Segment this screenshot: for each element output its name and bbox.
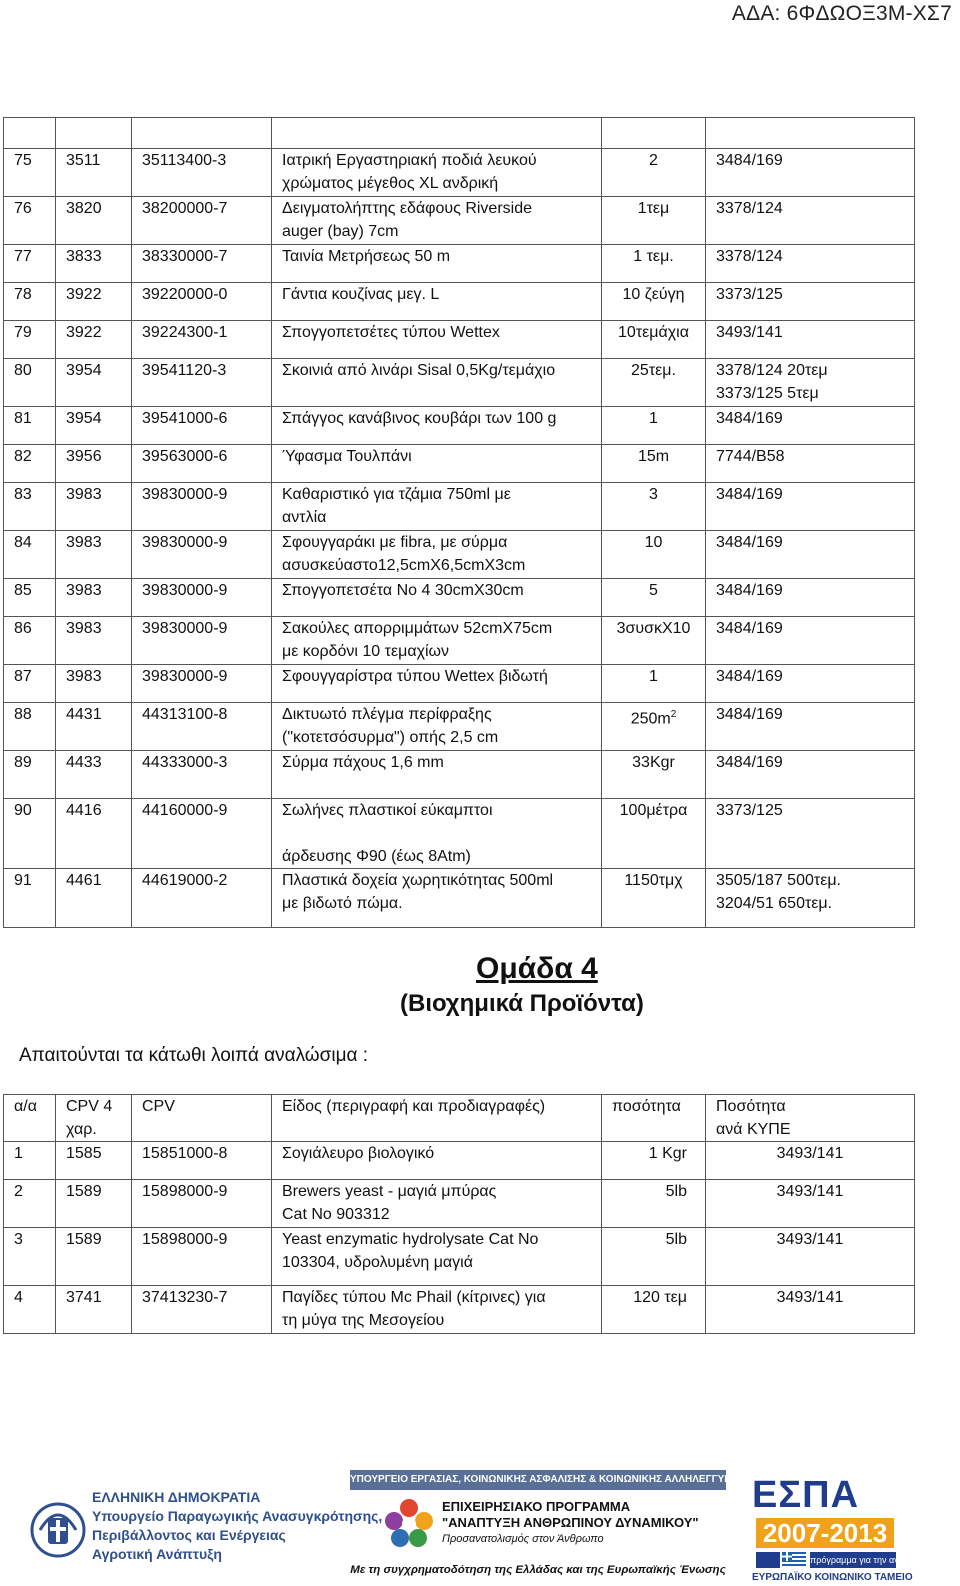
row-code: 3954	[56, 407, 132, 445]
row-quantity: 3συσκΧ10	[602, 617, 706, 665]
row-cpv: 39830000-9	[132, 483, 272, 531]
row-reference: 3484/169	[706, 579, 915, 617]
row-reference: 3484/169	[706, 703, 915, 751]
table-row	[4, 321, 915, 359]
row-reference: 3493/141	[706, 321, 915, 359]
row-description: Σπάγγος κανάβινος κουβάρι των 100 g	[272, 407, 602, 445]
row-description: Σπογγοπετσέτα Νο 4 30cmX30cm	[272, 579, 602, 617]
header-cell	[602, 118, 706, 149]
row-number: 89	[4, 751, 56, 799]
espa-fund: ΕΥΡΩΠΑΪΚΟ ΚΟΙΝΩΝΙΚΟ ΤΑΜΕΙΟ	[752, 1572, 913, 1583]
row-code: 3833	[56, 245, 132, 283]
table-row	[4, 579, 915, 617]
row-cpv: 39220000-0	[132, 283, 272, 321]
row-reference: 3484/169	[706, 149, 915, 197]
row-description: Σφουγγαρίστρα τύπου Wettex βιδωτή	[272, 665, 602, 703]
row-reference: 3484/169	[706, 665, 915, 703]
header-qty: ποσότητα	[602, 1095, 706, 1142]
row-number: 79	[4, 321, 56, 359]
row-quantity: 1	[602, 407, 706, 445]
row-cpv: 37413230-7	[132, 1286, 272, 1334]
row-cpv: 39830000-9	[132, 531, 272, 579]
row-reference: 3493/141	[706, 1142, 915, 1180]
row-quantity: 25τεμ.	[602, 359, 706, 407]
row-reference: 3373/125	[706, 283, 915, 321]
row-quantity: 1150τμχ	[602, 869, 706, 928]
row-code: 3922	[56, 283, 132, 321]
row-quantity: 1 τεμ.	[602, 245, 706, 283]
row-number: 85	[4, 579, 56, 617]
row-description: Πλαστικά δοχεία χωρητικότητας 500ml με βιδωτό πώμα.	[272, 869, 602, 928]
row-reference: 3484/169	[706, 407, 915, 445]
row-description: Yeast enzymatic hydrolysate Cat No 103304, υδρολυμένη μαγιά	[272, 1228, 602, 1286]
table-row	[4, 665, 915, 703]
row-quantity: 120 τεμ	[602, 1286, 706, 1334]
row-code: 4433	[56, 751, 132, 799]
row-description: Σφουγγαράκι με fibra, με σύρμα ασυσκεύαστο12,5cmX6,5cmX3cm	[272, 531, 602, 579]
row-cpv: 39541120-3	[132, 359, 272, 407]
row-number: 82	[4, 445, 56, 483]
ada-code: ΑΔΑ: 6ΦΔΩΟΞ3Μ-ΧΣ7	[731, 2, 952, 25]
row-number: 1	[4, 1142, 56, 1180]
header-cell	[132, 118, 272, 149]
footer-logos	[0, 1470, 960, 1586]
row-description: Ταινία Μετρήσεως 50 m	[272, 245, 602, 283]
table-row	[4, 283, 915, 321]
row-description: Καθαριστικό για τζάμια 750ml με αντλία	[272, 483, 602, 531]
row-number: 83	[4, 483, 56, 531]
row-number: 78	[4, 283, 56, 321]
row-description: Σακούλες απορριμμάτων 52cmX75cm με κορδόνι 10 τεμαχίων	[272, 617, 602, 665]
table-row	[4, 1286, 915, 1334]
program-name: ΕΠΙΧΕΙΡΗΣΙΑΚΟ ΠΡΟΓΡΑΜΜΑ "ΑΝΑΠΤΥΞΗ ΑΝΘΡΩΠΙΝΟΥ ΔΥΝΑΜΙΚΟΥ" Προσανατολισμός στον Άνθρωπο	[442, 1499, 699, 1545]
row-quantity: 100μέτρα	[602, 799, 706, 869]
row-cpv: 44160000-9	[132, 799, 272, 869]
table-header-row	[4, 118, 915, 149]
row-quantity: 1	[602, 665, 706, 703]
table-header-row	[4, 1095, 915, 1142]
table-row	[4, 799, 915, 869]
consumables-label: Απαιτούνται τα κάτωθι λοιπά αναλώσιμα :	[19, 1045, 369, 1066]
row-number: 4	[4, 1286, 56, 1334]
row-number: 84	[4, 531, 56, 579]
greek-emblem-icon	[30, 1494, 86, 1562]
row-number: 75	[4, 149, 56, 197]
row-cpv: 39830000-9	[132, 617, 272, 665]
header-aa: α/α	[4, 1095, 56, 1142]
row-number: 88	[4, 703, 56, 751]
row-code: 1585	[56, 1142, 132, 1180]
greek-flag-icon	[782, 1552, 806, 1568]
row-cpv: 39830000-9	[132, 579, 272, 617]
row-quantity: 1τεμ	[602, 197, 706, 245]
header-cell	[706, 118, 915, 149]
row-reference: 3493/141	[706, 1286, 915, 1334]
row-number: 86	[4, 617, 56, 665]
row-code: 3820	[56, 197, 132, 245]
row-description: Σκοινιά από λινάρι Sisal 0,5Kg/τεμάχιο	[272, 359, 602, 407]
table-row	[4, 1180, 915, 1228]
table-row	[4, 869, 915, 928]
row-code: 3983	[56, 579, 132, 617]
eu-flag-icon	[756, 1552, 780, 1568]
espa-logo	[752, 1474, 928, 1584]
table-row	[4, 197, 915, 245]
row-reference: 3493/141	[706, 1228, 915, 1286]
row-quantity: 33Kgr	[602, 751, 706, 799]
row-reference: 3484/169	[706, 531, 915, 579]
espa-tagline: πρόγραμμα για την ανάπτυξη	[810, 1552, 896, 1568]
row-code: 1589	[56, 1228, 132, 1286]
table-row	[4, 407, 915, 445]
row-number: 80	[4, 359, 56, 407]
row-number: 77	[4, 245, 56, 283]
program-flower-icon	[380, 1494, 438, 1552]
row-quantity: 10τεμάχια	[602, 321, 706, 359]
row-quantity: 10	[602, 531, 706, 579]
row-code: 4416	[56, 799, 132, 869]
row-number: 2	[4, 1180, 56, 1228]
header-cell	[56, 118, 132, 149]
header-cell	[272, 118, 602, 149]
row-description: Ύφασμα Τουλπάνι	[272, 445, 602, 483]
row-reference: 3505/187 500τεμ. 3204/51 650τεμ.	[706, 869, 915, 928]
row-description: Ιατρική Εργαστηριακή ποδιά λευκού χρώματος μέγεθος XL ανδρική	[272, 149, 602, 197]
row-cpv: 44333000-3	[132, 751, 272, 799]
table-row	[4, 751, 915, 799]
header-cell	[4, 118, 56, 149]
header-ref: Ποσότητα ανά ΚΥΠΕ	[706, 1095, 915, 1142]
row-description: Δειγματολήπτης εδάφους Riverside auger (bay) 7cm	[272, 197, 602, 245]
row-cpv: 39224300-1	[132, 321, 272, 359]
items-table	[3, 117, 915, 928]
row-description: Σπογγοπετσέτες τύπου Wettex	[272, 321, 602, 359]
row-cpv: 15898000-9	[132, 1180, 272, 1228]
row-cpv: 35113400-3	[132, 149, 272, 197]
row-code: 4461	[56, 869, 132, 928]
table-row	[4, 149, 915, 197]
row-cpv: 38330000-7	[132, 245, 272, 283]
row-reference: 3378/124	[706, 197, 915, 245]
row-reference: 3378/124	[706, 245, 915, 283]
row-number: 81	[4, 407, 56, 445]
row-code: 3983	[56, 665, 132, 703]
row-cpv: 15851000-8	[132, 1142, 272, 1180]
row-description: Δικτυωτό πλέγμα περίφραξης ("κοτετσόσυρμα") οπής 2,5 cm	[272, 703, 602, 751]
row-code: 3511	[56, 149, 132, 197]
row-reference: 3493/141	[706, 1180, 915, 1228]
header-desc: Είδος (περιγραφή και προδιαγραφές)	[272, 1095, 602, 1142]
row-description: Γάντια κουζίνας μεγ. L	[272, 283, 602, 321]
row-number: 3	[4, 1228, 56, 1286]
row-number: 90	[4, 799, 56, 869]
table-row	[4, 1228, 915, 1286]
row-code: 3922	[56, 321, 132, 359]
header-cpv: CPV	[132, 1095, 272, 1142]
row-cpv: 39541000-6	[132, 407, 272, 445]
row-description: Σογιάλευρο βιολογικό	[272, 1142, 602, 1180]
row-quantity: 2	[602, 149, 706, 197]
row-code: 3956	[56, 445, 132, 483]
row-number: 91	[4, 869, 56, 928]
row-cpv: 38200000-7	[132, 197, 272, 245]
row-quantity: 5lb	[602, 1180, 706, 1228]
table-row	[4, 617, 915, 665]
espa-word: ΕΣΠΑ	[752, 1474, 860, 1516]
row-cpv: 39830000-9	[132, 665, 272, 703]
cofunding-text: Με τη συγχρηματοδότηση της Ελλάδας και της Ευρωπαϊκής Ένωσης	[350, 1564, 726, 1576]
row-reference: 3378/124 20τεμ 3373/125 5τεμ	[706, 359, 915, 407]
row-quantity: 1 Kgr	[602, 1142, 706, 1180]
row-quantity: 5lb	[602, 1228, 706, 1286]
header-cpv4: CPV 4 χαρ.	[56, 1095, 132, 1142]
row-reference: 3484/169	[706, 751, 915, 799]
program-logo	[350, 1470, 738, 1586]
row-code: 3983	[56, 531, 132, 579]
row-description: Σύρμα πάχους 1,6 mm	[272, 751, 602, 799]
row-quantity: $250m^2$	[602, 703, 706, 751]
row-reference: 3373/125	[706, 799, 915, 869]
row-cpv: 15898000-9	[132, 1228, 272, 1286]
row-number: 87	[4, 665, 56, 703]
row-description: Σωλήνες πλαστικοί εύκαμπτοι άρδευσης Φ90 (έως 8Atm)	[272, 799, 602, 869]
row-code: 3954	[56, 359, 132, 407]
row-number: 76	[4, 197, 56, 245]
row-code: 1589	[56, 1180, 132, 1228]
espa-years: 2007-2013	[756, 1518, 894, 1548]
ministry-band: ΥΠΟΥΡΓΕΙΟ ΕΡΓΑΣΙΑΣ, ΚΟΙΝΩΝΙΚΗΣ ΑΣΦΑΛΙΣΗΣ & ΚΟΙΝΩΝΙΚΗΣ ΑΛΛΗΛΕΓΓΥΗΣ	[350, 1470, 726, 1490]
consumables-table	[3, 1094, 915, 1334]
row-code: 4431	[56, 703, 132, 751]
row-code: 3983	[56, 483, 132, 531]
row-reference: 7744/Β58	[706, 445, 915, 483]
row-code: 3741	[56, 1286, 132, 1334]
table-row	[4, 483, 915, 531]
row-code: 3983	[56, 617, 132, 665]
table-row	[4, 1142, 915, 1180]
row-reference: 3484/169	[706, 483, 915, 531]
row-cpv: 44619000-2	[132, 869, 272, 928]
table-row	[4, 445, 915, 483]
row-quantity: 5	[602, 579, 706, 617]
table-row	[4, 245, 915, 283]
row-quantity: 15m	[602, 445, 706, 483]
row-description: Brewers yeast - μαγιά μπύρας Cat No 903312	[272, 1180, 602, 1228]
row-cpv: 39563000-6	[132, 445, 272, 483]
ministry-logo	[30, 1488, 383, 1568]
table-row	[4, 359, 915, 407]
table-row	[4, 531, 915, 579]
row-quantity: 10 ζεύγη	[602, 283, 706, 321]
table-row	[4, 703, 915, 751]
row-cpv: 44313100-8	[132, 703, 272, 751]
group-subtitle: (Βιοχημικά Προϊόντα)	[400, 990, 644, 1017]
row-quantity: 3	[602, 483, 706, 531]
group-title: Ομάδα 4	[476, 952, 598, 985]
row-description: Παγίδες τύπου Mc Phail (κίτρινες) για τη μύγα της Μεσογείου	[272, 1286, 602, 1334]
ministry-text: ΕΛΛΗΝΙΚΗ ΔΗΜΟΚΡΑΤΙΑ Υπουργείο Παραγωγικής Ανασυγκρότησης, Περιβάλλοντος και Ενέργειας Αγροτική Ανάπτυξη	[92, 1489, 383, 1562]
row-reference: 3484/169	[706, 617, 915, 665]
